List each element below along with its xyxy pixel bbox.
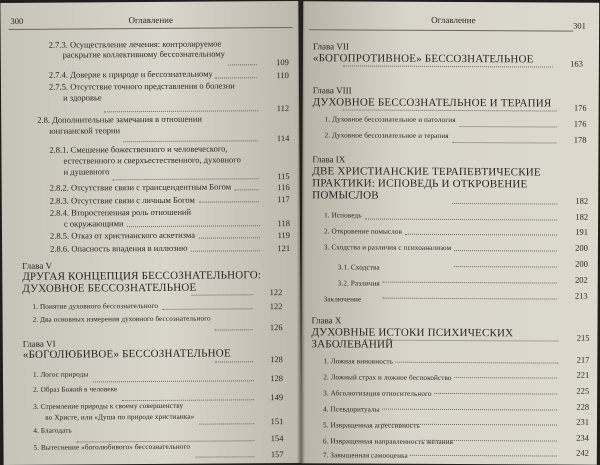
dot-leader bbox=[396, 362, 558, 364]
dot-leader bbox=[343, 66, 553, 68]
toc-entry: Заключение bbox=[323, 295, 362, 304]
toc-page-number: 121 bbox=[277, 243, 291, 254]
toc-entry: 2. Откровение помыслов bbox=[323, 227, 403, 236]
toc-entry: 7. Завышенная самооценка bbox=[322, 451, 408, 460]
dot-leader bbox=[382, 409, 557, 411]
dot-leader bbox=[93, 380, 254, 382]
header-rule bbox=[9, 27, 293, 30]
toc-page-number: 154 bbox=[270, 433, 284, 444]
dot-leader bbox=[452, 203, 557, 205]
dot-leader bbox=[215, 77, 257, 78]
toc-entry: 1. Исповедь bbox=[324, 211, 362, 220]
chapter-title: «БОГОЛЮБИВОЕ» БЕССОЗНАТЕЛЬНОЕ bbox=[22, 347, 231, 361]
toc-entry: с окружающими bbox=[63, 218, 124, 229]
toc-page-number: 191 bbox=[575, 226, 589, 237]
dot-leader bbox=[162, 308, 252, 310]
right-page bbox=[301, 1, 599, 465]
toc-page-number: 128 bbox=[270, 373, 284, 384]
toc-page-number: 128 bbox=[270, 354, 283, 365]
dot-leader bbox=[113, 178, 259, 180]
dot-leader bbox=[405, 234, 557, 236]
toc-entry: 5. Вытеснение «боголюбивого» бессознательного bbox=[33, 442, 191, 452]
toc-page-number: 182 bbox=[575, 211, 589, 222]
dot-leader bbox=[104, 110, 257, 112]
toc-entry: 2.7.5. Отсутствие точного представления о болезни bbox=[48, 80, 235, 92]
toc-entry: 3. Сходства и различия с психоанализом bbox=[323, 243, 452, 253]
toc-entry: 2. Образ Божий в человеке bbox=[33, 385, 118, 394]
toc-page-number: 110 bbox=[276, 70, 289, 81]
chapter-title: ДУХОВНОЕ БЕССОЗНАТЕЛЬНОЕ И ТЕРАПИЯ bbox=[312, 96, 552, 110]
toc-entry: 2. Духовное бессознательное и терапия bbox=[324, 131, 449, 140]
dot-leader bbox=[215, 361, 253, 362]
toc-page-number: 200 bbox=[575, 242, 588, 253]
dot-leader bbox=[459, 126, 556, 128]
running-header-right: Оглавление bbox=[431, 14, 476, 26]
dot-leader bbox=[227, 64, 257, 65]
toc-page-number: 116 bbox=[277, 182, 290, 193]
toc-page-number: 215 bbox=[576, 332, 590, 343]
chapter-title: ДРУГАЯ КОНЦЕПЦИЯ БЕССОЗНАТЕЛЬНОГО: bbox=[22, 269, 262, 283]
toc-entry: 6. Извращенная направленность желания bbox=[322, 437, 454, 447]
toc-page-number: 119 bbox=[277, 230, 291, 241]
dot-leader bbox=[452, 142, 556, 144]
toc-entry: 2.8.4. Второстепенная роль отношений bbox=[49, 206, 192, 218]
chapter-label: Глава VII bbox=[312, 41, 349, 52]
toc-entry: раскрытие коллективному бессознательному bbox=[62, 48, 225, 60]
toc-page-number: 221 bbox=[576, 369, 590, 380]
toc-page-number: 225 bbox=[576, 385, 590, 396]
toc-entry: 3.2. Различия bbox=[337, 279, 380, 288]
chapter-label: Глава IX bbox=[312, 154, 346, 165]
page-number-right: 301 bbox=[573, 20, 586, 31]
left-page bbox=[0, 1, 301, 465]
toc-page-number: 118 bbox=[277, 218, 290, 229]
toc-page-number: 117 bbox=[277, 194, 290, 205]
chapter-title: ДВЕ ХРИСТИАНСКИЕ ТЕРАПЕВТИЧЕСКИЕ bbox=[312, 165, 541, 179]
toc-page-number: 176 bbox=[573, 102, 587, 113]
toc-entry: и душевного bbox=[63, 166, 110, 177]
dot-leader bbox=[410, 455, 557, 457]
running-header-left: Оглавление bbox=[128, 14, 174, 26]
toc-page-number: 176 bbox=[573, 118, 587, 129]
toc-entry: 2.8.2. Отсутствие связи с трансцендентным Богом bbox=[49, 181, 232, 193]
chapter-title: ДУХОВНОЕ БЕССОЗНАТЕЛЬНОЕ bbox=[22, 281, 197, 295]
dot-leader bbox=[454, 377, 558, 379]
chapter-label: Глава VIII bbox=[312, 85, 352, 96]
toc-page-number: 231 bbox=[576, 416, 590, 427]
toc-entry: 1. Ложная виновность bbox=[323, 357, 394, 366]
toc-page-number: 163 bbox=[570, 58, 583, 69]
dot-leader bbox=[199, 237, 260, 238]
toc-entry: 3.1. Сходства bbox=[337, 263, 380, 272]
dot-leader bbox=[192, 294, 253, 295]
toc-page-number: 178 bbox=[573, 134, 587, 145]
dot-leader bbox=[198, 201, 259, 202]
dot-leader bbox=[434, 393, 558, 395]
toc-page-number: 109 bbox=[276, 57, 289, 68]
toc-entry: 2.8.6. Опасность впадения в иллюзию bbox=[50, 242, 188, 254]
chapter-title: ДУХОВНЫЕ ИСТОКИ ПСИХИЧЕСКИХ bbox=[311, 326, 514, 340]
toc-entry: естественного и сверхъестественного, духовного bbox=[63, 154, 241, 166]
toc-page-number: 234 bbox=[576, 432, 589, 443]
toc-page-number: 182 bbox=[575, 195, 589, 206]
toc-entry: 2.8.1. Смешение божественного и человеческого, bbox=[49, 143, 228, 155]
dot-leader bbox=[122, 399, 254, 401]
dot-leader bbox=[234, 189, 258, 190]
dot-leader bbox=[383, 282, 557, 284]
toc-page-number: 202 bbox=[574, 274, 588, 285]
dot-leader bbox=[215, 329, 253, 330]
toc-entry: 2.8. Дополнительные замечания в отношении bbox=[37, 113, 202, 125]
header-rule bbox=[309, 29, 573, 31]
dot-leader bbox=[195, 456, 254, 457]
toc-entry: 1. Понятие духовного бессознательного bbox=[32, 301, 159, 311]
dot-leader bbox=[123, 140, 258, 142]
toc-entry: 1. Логос природы bbox=[32, 370, 89, 379]
chapter-title: ПРАКТИКИ: ИСПОВЕДЬ И ОТКРОВЕНИЕ bbox=[312, 177, 528, 191]
toc-page-number: 149 bbox=[270, 392, 284, 403]
toc-page-number: 157 bbox=[270, 449, 284, 460]
toc-page-number: 213 bbox=[574, 290, 588, 301]
chapter-title: ЗАБОЛЕВАНИЙ bbox=[311, 338, 394, 351]
dot-leader bbox=[199, 423, 254, 424]
toc-entry: 2.7.3. Осуществление лечения: контролируемое bbox=[48, 38, 222, 50]
toc-entry: 5. Извращенная агрессивность bbox=[322, 421, 420, 430]
toc-page-number: 122 bbox=[269, 301, 283, 312]
toc-entry: 4. Благодать bbox=[33, 426, 72, 435]
toc-entry: 3. Абсолютизация относительного bbox=[323, 389, 432, 398]
toc-page-number: 126 bbox=[269, 322, 283, 333]
chapter-label: Глава VI bbox=[22, 338, 56, 349]
toc-entry: 2.8.5. Отказ от христианского аскетизма bbox=[49, 229, 196, 241]
toc-entry: юнгианской теории bbox=[49, 125, 121, 136]
toc-entry: 2. Ложный страх и ложное беспокойство bbox=[323, 373, 452, 383]
toc-entry: 3. Стремление природы к своему совершенству bbox=[33, 401, 184, 411]
toc-entry: 2.8.3. Отсутствие связи с личным Богом bbox=[49, 194, 195, 206]
toc-entry: 2.7.4. Доверие к природе и бессознательному bbox=[48, 68, 213, 80]
toc-page-number: 228 bbox=[576, 401, 590, 412]
chapter-title: ПОМЫСЛОВ bbox=[312, 189, 379, 202]
toc-page-number: 112 bbox=[276, 103, 290, 114]
dot-leader bbox=[191, 250, 260, 251]
chapter-label: Глава X bbox=[311, 315, 342, 326]
toc-page-number: 151 bbox=[270, 416, 284, 427]
toc-entry: и здоровье bbox=[63, 92, 102, 103]
dot-leader bbox=[343, 110, 557, 112]
dot-leader bbox=[127, 225, 259, 227]
toc-entry: во Христе, или «Душа по природе христианка» bbox=[45, 412, 195, 422]
toc-entry: 2. Два основных измерения духовного бессознательного bbox=[32, 314, 211, 324]
chapter-title: «БОГОПРОТИВНОЕ» БЕССОЗНАТЕЛЬНОЕ bbox=[312, 52, 534, 66]
dot-leader bbox=[365, 219, 557, 221]
dot-leader bbox=[454, 266, 557, 268]
dot-leader bbox=[454, 250, 557, 252]
dot-leader bbox=[383, 298, 557, 300]
toc-entry: 1. Духовное бессознательное и патология bbox=[324, 115, 456, 125]
toc-page-number: 114 bbox=[276, 133, 290, 144]
book-gutter-shadow bbox=[297, 0, 305, 465]
toc-page-number: 242 bbox=[576, 447, 589, 458]
page-number-left: 300 bbox=[10, 15, 24, 26]
chapter-label: Глава V bbox=[22, 260, 53, 271]
toc-entry: 4. Псевдоритуалы bbox=[323, 405, 380, 414]
toc-page-number: 217 bbox=[576, 354, 590, 365]
toc-page-number: 115 bbox=[277, 171, 290, 182]
toc-page-number: 122 bbox=[269, 287, 283, 298]
toc-page-number: 200 bbox=[575, 258, 588, 269]
